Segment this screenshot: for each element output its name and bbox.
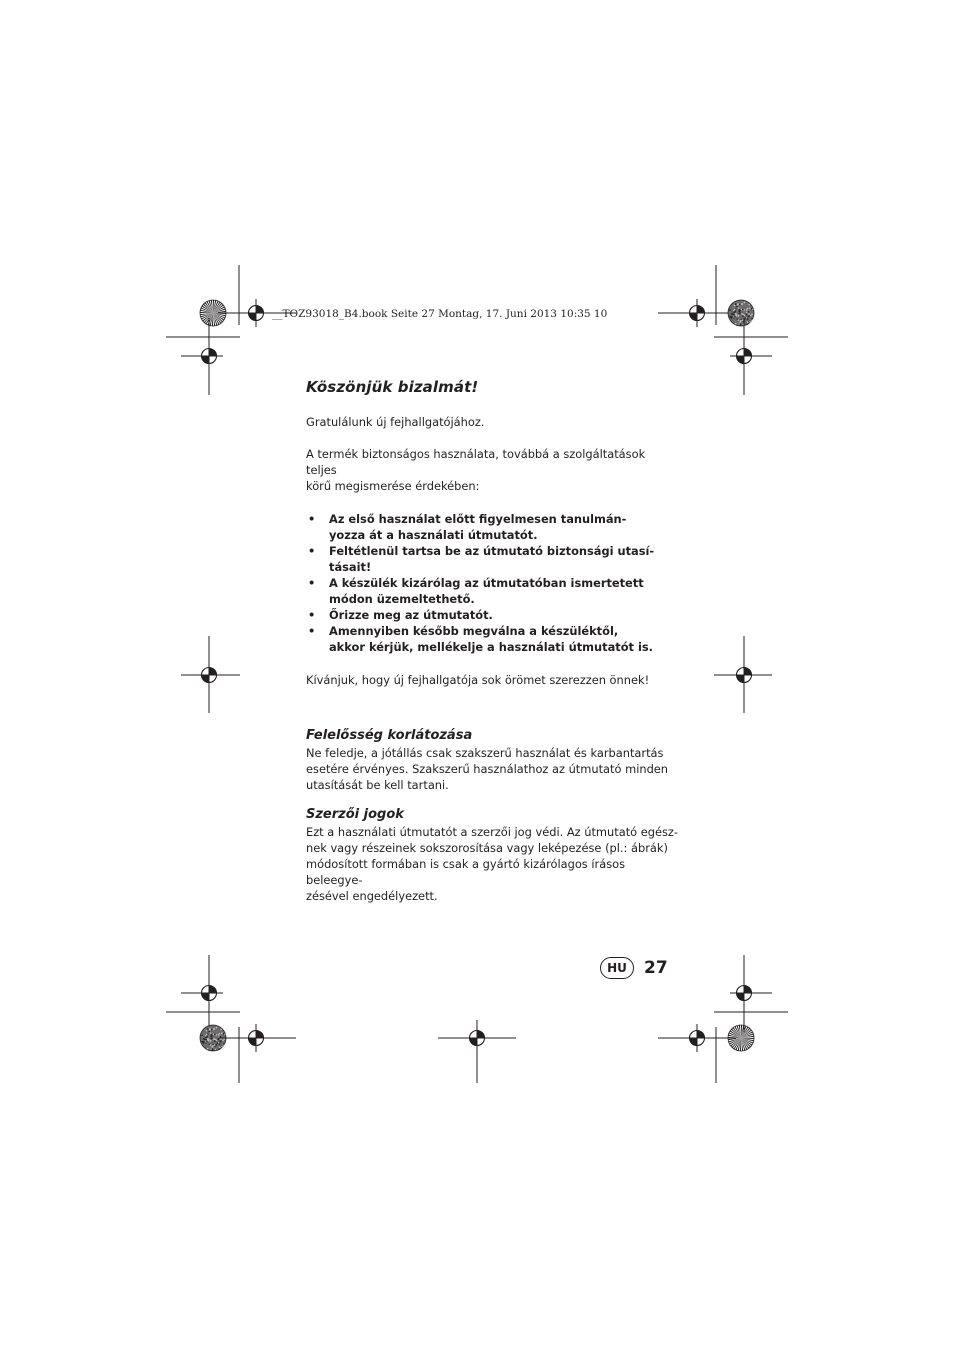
registration-mark-part: [470, 1038, 478, 1046]
registration-mark-part: [249, 1038, 257, 1046]
grey-target-speck: [210, 1032, 211, 1033]
registration-mark-part: [256, 1031, 264, 1039]
grey-target-speck: [210, 1044, 211, 1045]
star-target-ray: [212, 313, 213, 326]
grey-target-speck: [731, 316, 732, 317]
grey-target-speck: [751, 314, 752, 315]
grey-target-speck: [203, 1041, 204, 1042]
grey-target-speck: [738, 307, 739, 308]
text-line: akkor kérjük, mellékelje a használati útmutatót is.: [329, 640, 653, 654]
grey-target-speck: [746, 312, 747, 313]
grey-target-speck: [738, 313, 739, 314]
grey-target-speck: [738, 319, 739, 320]
grey-target-speck: [747, 319, 748, 320]
grey-target-speck: [206, 1030, 207, 1031]
text-line: tásait!: [329, 560, 372, 574]
text-line: módon üzemeltethető.: [329, 592, 475, 606]
grey-target-speck: [218, 1034, 219, 1035]
grey-target-speck: [734, 309, 735, 310]
bullet-icon: •: [308, 512, 316, 526]
registration-mark-part: [697, 1031, 705, 1039]
registration-mark-part: [690, 313, 698, 321]
grey-target-speck: [748, 311, 749, 312]
grey-target-speck: [223, 1033, 224, 1034]
grey-target-speck: [202, 1041, 203, 1042]
registration-mark-part: [256, 306, 264, 314]
text-line: Őrizze meg az útmutatót.: [329, 608, 493, 622]
grey-target-speck: [214, 1044, 215, 1045]
grey-target-speck: [735, 323, 736, 324]
text-line: Ne feledje, a jótállás csak szakszerű használat és karbantartás: [306, 746, 664, 760]
grey-target-speck: [745, 317, 746, 318]
registration-mark-part: [477, 1031, 485, 1039]
registration-mark-part: [744, 668, 752, 676]
liability-paragraph: [306, 745, 678, 793]
grey-target-speck: [217, 1042, 218, 1043]
page-title: Köszönjük bizalmát!: [306, 378, 479, 396]
grey-target-speck: [747, 322, 748, 323]
text-line: A készülék kizárólag az útmutatóban ismertetett: [329, 576, 644, 590]
grey-target-speck: [749, 308, 750, 309]
bullet-icon: •: [308, 544, 316, 558]
grey-target-speck: [730, 310, 731, 311]
grey-target-speck: [212, 1048, 213, 1049]
grey-target-speck: [748, 316, 749, 317]
star-target-ray: [741, 1025, 742, 1038]
grey-target-speck: [219, 1044, 220, 1045]
grey-target-speck: [738, 315, 739, 316]
grey-target-speck: [744, 309, 745, 310]
grey-target-speck: [214, 1049, 215, 1050]
star-target-ray: [741, 1038, 754, 1039]
grey-target-speck: [216, 1040, 217, 1041]
section-heading-copyright: Szerzői jogok: [306, 807, 404, 822]
registration-mark-part: [737, 675, 745, 683]
grey-target-speck: [207, 1048, 208, 1049]
grey-target-speck: [750, 315, 751, 316]
grey-target-speck: [220, 1041, 221, 1042]
registration-mark-part: [249, 313, 257, 321]
text-line: utasítását be kell tartani.: [306, 778, 449, 792]
star-target-icon: [728, 1025, 754, 1051]
registration-mark-part: [744, 986, 752, 994]
bullet-icon: •: [308, 624, 316, 638]
grey-target-speck: [207, 1039, 208, 1040]
registration-mark-part: [202, 356, 210, 364]
grey-target-speck: [215, 1039, 216, 1040]
text-line: Feltétlenül tartsa be az útmutató biztonsági utasí-: [329, 544, 655, 558]
grey-target-speck: [735, 304, 736, 305]
text-line: nek vagy részeinek sokszorosítása vagy leképezése (pl.: ábrák): [306, 841, 668, 855]
section-heading-liability: Felelősség korlátozása: [306, 728, 473, 743]
list-item: [306, 543, 678, 575]
text-line: Ezt a használati útmutatót a szerzői jog védi. Az útmutató egész-: [306, 825, 679, 839]
grey-target-speck: [222, 1040, 223, 1041]
grey-target-speck: [210, 1036, 211, 1037]
grey-target-speck: [211, 1029, 212, 1030]
grey-target-speck: [742, 319, 743, 320]
page-footer: [600, 957, 668, 979]
grey-target-speck: [216, 1027, 217, 1028]
grey-target-speck: [213, 1038, 214, 1039]
grey-target-speck: [730, 316, 731, 317]
text-line: esetére érvényes. Szakszerű használathoz az útmutató minden: [306, 762, 669, 776]
registration-mark-part: [202, 993, 210, 1001]
registration-mark-part: [737, 993, 745, 1001]
grey-target-speck: [739, 309, 740, 310]
grey-target-speck: [735, 314, 736, 315]
text-line: körű megismerése érdekében:: [306, 479, 480, 493]
grey-target-speck: [212, 1050, 213, 1051]
grey-target-speck: [749, 321, 750, 322]
list-item: [306, 511, 678, 543]
grey-target-speck: [214, 1034, 215, 1035]
grey-target-speck: [740, 325, 741, 326]
grey-target-speck: [209, 1029, 210, 1030]
grey-target-speck: [210, 1038, 211, 1039]
grey-target-speck: [747, 323, 748, 324]
language-badge: HU: [600, 957, 634, 979]
grey-target-speck: [744, 302, 745, 303]
grey-target-speck: [223, 1039, 224, 1040]
grey-target-icon: [728, 300, 754, 326]
grey-target-speck: [740, 319, 741, 320]
grey-target-speck: [747, 308, 748, 309]
grey-target-speck: [739, 304, 740, 305]
grey-target-speck: [748, 313, 749, 314]
grey-target-speck: [746, 309, 747, 310]
text-line: Az első használat előtt figyelmesen tanulmán-: [329, 512, 627, 526]
list-item: [306, 623, 678, 655]
grey-target-speck: [213, 1028, 214, 1029]
registration-mark-part: [697, 306, 705, 314]
closing-paragraph: Kívánjuk, hogy új fejhallgatója sok örömet szerezzen önnek!: [306, 673, 650, 687]
bullet-icon: •: [308, 608, 316, 622]
list-item: [306, 575, 678, 607]
grey-target-speck: [212, 1044, 213, 1045]
grey-target-speck: [744, 315, 745, 316]
grey-target-speck: [746, 314, 747, 315]
copyright-paragraph: [306, 824, 678, 904]
grey-target-speck: [748, 304, 749, 305]
grey-target-speck: [741, 313, 742, 314]
bullet-icon: •: [308, 576, 316, 590]
grey-target-speck: [206, 1041, 207, 1042]
grey-target-speck: [741, 303, 742, 304]
grey-target-speck: [212, 1045, 213, 1046]
print-slug: __TOZ93018_B4.book Seite 27 Montag, 17. Juni 2013 10:35 10: [272, 308, 608, 320]
grey-target-speck: [218, 1039, 219, 1040]
grey-target-speck: [737, 304, 738, 305]
grey-target-speck: [733, 314, 734, 315]
registration-mark-part: [209, 668, 217, 676]
grey-target-speck: [210, 1040, 211, 1041]
grey-target-speck: [211, 1034, 212, 1035]
grey-target-speck: [737, 306, 738, 307]
registration-mark-part: [202, 675, 210, 683]
grey-target-speck: [751, 318, 752, 319]
grey-target-speck: [220, 1029, 221, 1030]
instruction-list: [306, 511, 678, 655]
registration-mark-part: [209, 349, 217, 357]
list-item: [306, 607, 678, 623]
page-number: 27: [644, 958, 668, 978]
grey-target-speck: [203, 1038, 204, 1039]
grey-target-speck: [202, 1035, 203, 1036]
intro-paragraph-1: Gratulálunk új fejhallgatójához.: [306, 415, 485, 429]
grey-target-speck: [751, 308, 752, 309]
grey-target-speck: [219, 1047, 220, 1048]
text-line: yozza át a használati útmutatót.: [329, 528, 538, 542]
grey-target-speck: [207, 1029, 208, 1030]
grey-target-speck: [219, 1033, 220, 1034]
grey-target-speck: [219, 1048, 220, 1049]
grey-target-speck: [205, 1039, 206, 1040]
grey-target-speck: [734, 305, 735, 306]
grey-target-speck: [220, 1038, 221, 1039]
grey-target-speck: [220, 1036, 221, 1037]
star-target-ray: [213, 300, 214, 313]
grey-target-speck: [221, 1046, 222, 1047]
text-line: módosított formában is csak a gyártó kizárólagos írásos beleegye-: [306, 857, 626, 887]
grey-target-speck: [221, 1033, 222, 1034]
grey-target-speck: [743, 314, 744, 315]
grey-target-speck: [731, 313, 732, 314]
grey-target-speck: [741, 309, 742, 310]
registration-mark-part: [744, 349, 752, 357]
grey-target-speck: [734, 316, 735, 317]
text-line: zésével engedélyezett.: [306, 889, 438, 903]
grey-target-speck: [738, 311, 739, 312]
star-target-ray: [740, 1038, 741, 1051]
grey-target-speck: [209, 1031, 210, 1032]
grey-target-speck: [216, 1044, 217, 1045]
text-line: A termék biztonságos használata, továbbá a szolgáltatások teljes: [306, 447, 646, 477]
grey-target-speck: [213, 1034, 214, 1035]
grey-target-speck: [733, 312, 734, 313]
grey-target-speck: [206, 1034, 207, 1035]
registration-mark-part: [737, 356, 745, 364]
grey-target-speck: [205, 1037, 206, 1038]
star-target-ray: [200, 312, 213, 313]
intro-paragraph-2: [306, 446, 678, 494]
grey-target-speck: [223, 1043, 224, 1044]
grey-target-speck: [216, 1034, 217, 1035]
registration-mark-part: [690, 1038, 698, 1046]
registration-mark-part: [209, 986, 217, 994]
text-line: Amennyiben később megválna a készüléktől,: [329, 624, 619, 638]
star-target-ray: [728, 1037, 741, 1038]
grey-target-speck: [740, 320, 741, 321]
grey-target-speck: [742, 309, 743, 310]
grey-target-speck: [740, 323, 741, 324]
main-content: [306, 378, 678, 904]
